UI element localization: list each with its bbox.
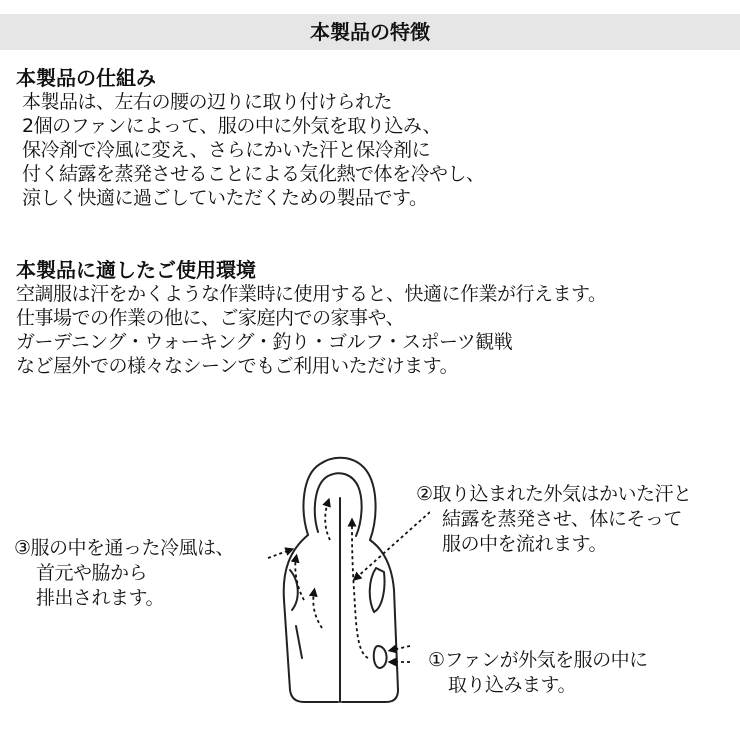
vest-illustration (260, 440, 430, 740)
callout-line: 結露を蒸発させ、体にそって (442, 508, 682, 530)
callout-line: 排出されます。 (36, 587, 164, 609)
callout-line: ①ファンが外気を服の中に (428, 649, 648, 671)
text-line: 保冷剤で冷風に変え、さらにかいた汗と保冷剤に (22, 139, 431, 161)
text-line: 2個のファンによって、服の中に外気を取り込み、 (22, 115, 441, 137)
callout-line: ②取り込まれた外気はかいた汗と (416, 483, 692, 505)
callout-line: ③服の中を通った冷風は、 (14, 537, 235, 559)
section-usage-environment (16, 258, 732, 378)
section-heading-mechanism: 本製品の仕組み (16, 66, 156, 90)
callout-exhaust (14, 536, 234, 611)
section-heading-usage: 本製品に適したご使用環境 (16, 258, 256, 282)
callout-evaporation (416, 482, 692, 557)
text-line: 仕事場での作業の他に、ご家庭内での家事や、 (16, 307, 405, 329)
vest-airflow-diagram (0, 440, 740, 740)
text-line: 付く結露を蒸発させることによる気化熱で体を冷やし、 (22, 163, 485, 185)
callout-line: 服の中を流れます。 (442, 533, 607, 555)
text-line: 涼しく快適に過ごしていただくための製品です。 (22, 187, 428, 209)
callout-line: 首元や脇から (36, 562, 148, 584)
text-line: 空調服は汗をかくような作業時に使用すると、快適に作業が行えます。 (16, 283, 607, 305)
text-line: 本製品は、左右の腰の辺りに取り付けられた (22, 91, 393, 113)
callout-line: 取り込みます。 (448, 674, 576, 696)
text-line: ガーデニング・ウォーキング・釣り・ゴルフ・スポーツ観戦 (16, 331, 513, 353)
header-bar (0, 14, 740, 50)
page-title: 本製品の特徴 (310, 20, 430, 44)
callout-fan-intake (428, 648, 648, 698)
text-line: など屋外での様々なシーンでもご利用いただけます。 (16, 355, 459, 377)
section-mechanism (16, 66, 732, 210)
